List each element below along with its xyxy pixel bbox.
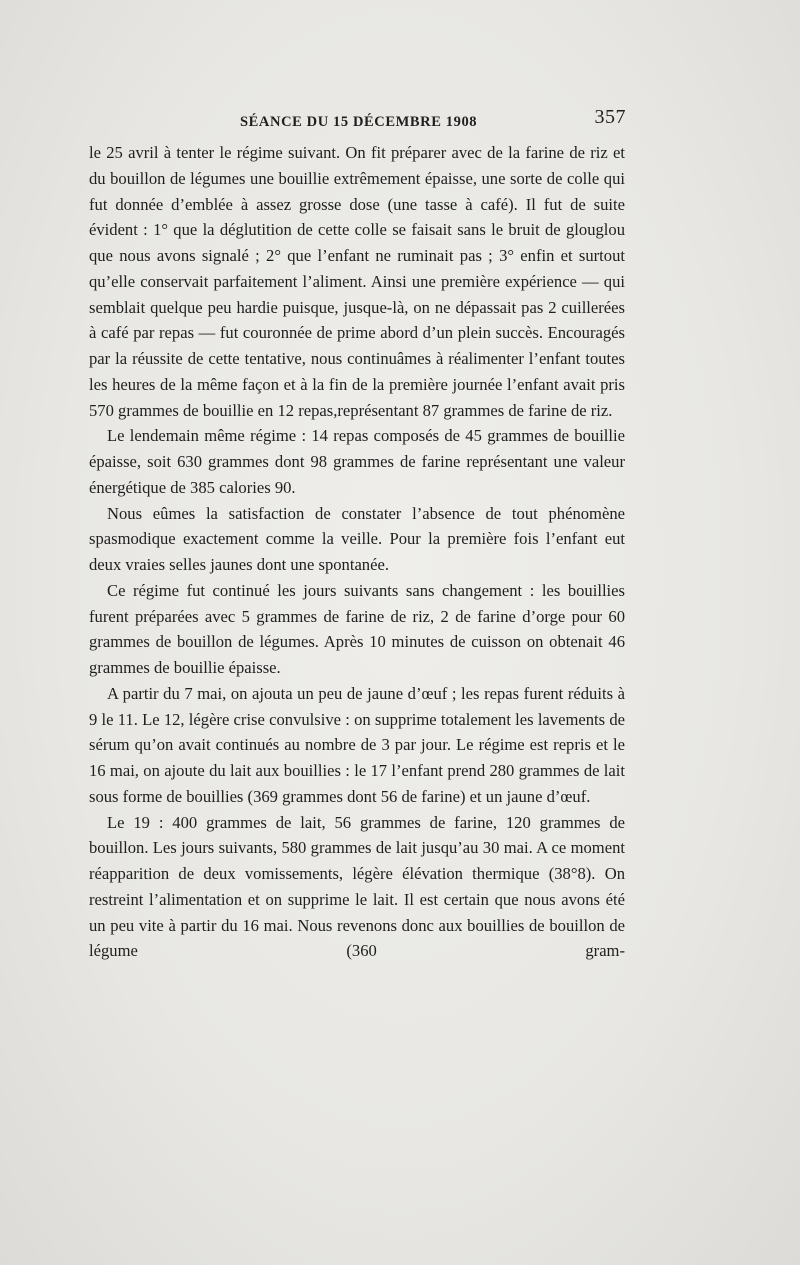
- paragraph-4: Ce régime fut continué les jours suivants sans changement : les bouillies furent préparées avec 5 grammes de farine de riz, 2 de farine d’orge pour 60 grammes de bouillon de légumes. Après 10 minutes de cuisson on obtenait 46 grammes de bouillie épaisse.: [89, 580, 625, 677]
- paragraph-2: Le lendemain même régime : 14 repas composés de 45 grammes de bouillie épaisse, soit 630 grammes dont 98 grammes de farine représentant une valeur énergétique de 385 calories 90.: [89, 426, 625, 497]
- page-header: [90, 106, 626, 136]
- body-text: [89, 140, 625, 964]
- paragraph-1: le 25 avril à tenter le régime suivant. On fit préparer avec de la farine de riz et du bouillon de légumes une bouillie extrêmement épaisse, une sorte de colle qui fut donnée d’emblée à assez grosse dose (une tasse à café). Il fut de suite évident : 1° que la déglutition de cette colle se faisait sans le bruit de glouglou que nous avons signalé ; 2° que l’enfant ne ruminait pas ; 3° enfin et surtout qu’elle conservait parfaitement l’aliment. Ainsi une première expérience — qui semblait quelque peu hardie puisque, jusque-là, on ne dépassait pas 2 cuillerées à café par repas — fut couronnée de prime abord d’un plein succès. Encouragés par la réussite de cette tentative, nous continuâmes à réalimenter l’enfant toutes les heures de la même façon et à la fin de la première journée l’enfant avait pris 570 grammes de bouillie en 12 repas,représentant 87 grammes de farine de riz.: [89, 143, 625, 420]
- paragraph-5: A partir du 7 mai, on ajouta un peu de jaune d’œuf ; les repas furent réduits à 9 le 11. Le 12, légère crise convulsive : on supprime totalement les lavements de sérum qu’on avait continués au nombre de 3 par jour. Le régime est repris et le 16 mai, on ajoute du lait aux bouillies : le 17 l’enfant prend 280 grammes de lait sous forme de bouillies (369 grammes dont 56 de farine) et un jaune d’œuf.: [89, 683, 625, 806]
- page-number: 357: [594, 106, 626, 128]
- paragraph-6: Le 19 : 400 grammes de lait, 56 grammes de farine, 120 grammes de bouillon. Les jours suivants, 580 grammes de lait jusqu’au 30 mai. A ce moment réapparition de deux vomissements, légère élévation thermique (38°8). On restreint l’alimentation et on supprime le lait. Il est certain que nous avons été un peu vite à partir du 16 mai. Nous revenons donc aux bouillies de bouillon de légume (360 gram-: [89, 812, 625, 961]
- running-head: SÉANCE DU 15 DÉCEMBRE 1908: [240, 114, 478, 130]
- paragraph-3: Nous eûmes la satisfaction de constater l’absence de tout phénomène spasmodique exactement comme la veille. Pour la première fois l’enfant eut deux vraies selles jaunes dont une spontanée.: [89, 503, 625, 574]
